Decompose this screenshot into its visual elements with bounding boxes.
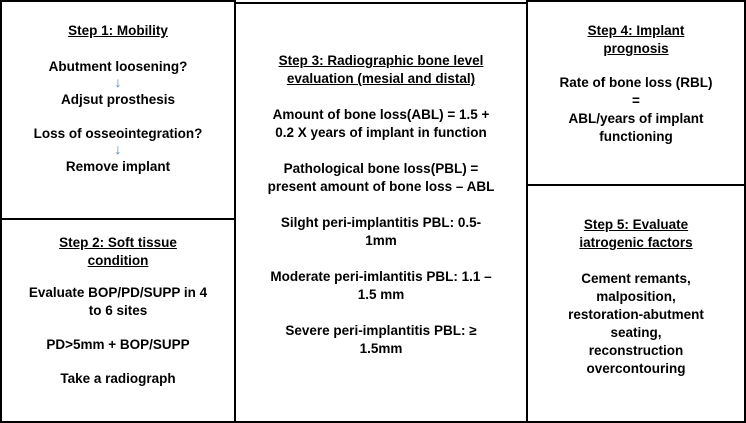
step3-slight-line2: 1mm — [365, 233, 397, 248]
step5-title-line2: iatrogenic factors — [579, 235, 693, 250]
step1-title: Step 1: Mobility — [68, 23, 168, 38]
step3-severe-line2: 1.5mm — [359, 341, 403, 356]
step3-severe-line1: Severe peri-implantitis PBL: ≥ — [285, 323, 477, 338]
step3-abl-line1: Amount of bone loss(ABL) = 1.5 + — [272, 107, 490, 122]
step5-item: Cement remants, — [581, 271, 691, 286]
step4-formula-line2: functioning — [599, 129, 673, 144]
step3-pbl-line2: present amount of bone loss – ABL — [267, 179, 495, 194]
step2-radiograph: Take a radiograph — [60, 371, 176, 386]
step4-formula-line1: ABL/years of implant — [568, 111, 704, 126]
step5-item: malposition, — [596, 289, 676, 304]
step3-pbl-line1: Pathological bone loss(PBL) = — [283, 161, 479, 176]
step1-box — [0, 0, 236, 220]
step2-evaluate-line2: to 6 sites — [88, 303, 148, 318]
step4-title-line2: prognosis — [603, 41, 669, 56]
down-arrow-icon: ↓ — [114, 141, 122, 157]
step3-box — [234, 2, 528, 423]
step5-item: reconstruction — [588, 343, 684, 358]
step1-question-osseointegration: Loss of osseointegration? — [33, 126, 203, 141]
step4-rbl: Rate of bone loss (RBL) — [559, 75, 713, 90]
step3-moderate-line1: Moderate peri-imlantitis PBL: 1.1 – — [270, 269, 492, 284]
step1-question-abutment: Abutment loosening? — [48, 59, 188, 74]
step3-title-line1: Step 3: Radiographic bone level — [278, 53, 484, 68]
step3-title-line2: evaluation (mesial and distal) — [286, 71, 476, 86]
step2-title-line2: condition — [87, 253, 149, 268]
step3-abl-line2: 0.2 X years of implant in function — [275, 125, 487, 140]
step5-title-line1: Step 5: Evaluate — [583, 217, 689, 232]
step5-item: overcontouring — [586, 361, 686, 376]
step3-slight-line1: Silght peri-implantitis PBL: 0.5- — [280, 215, 482, 230]
step2-evaluate-line1: Evaluate BOP/PD/SUPP in 4 — [28, 285, 208, 300]
step2-criteria: PD>5mm + BOP/SUPP — [46, 337, 190, 352]
step4-box — [526, 0, 746, 188]
step4-equals: = — [632, 93, 640, 108]
step2-title-line1: Step 2: Soft tissue — [59, 235, 177, 250]
step1-action-adjust: Adjsut prosthesis — [60, 92, 176, 107]
step5-box — [526, 184, 746, 423]
step1-action-remove: Remove implant — [65, 159, 171, 174]
down-arrow-icon: ↓ — [114, 74, 122, 90]
step4-title-line1: Step 4: Implant — [587, 23, 685, 38]
step3-moderate-line2: 1.5 mm — [357, 287, 405, 302]
step5-item: restoration-abutment — [568, 307, 704, 322]
step5-item: seating, — [610, 325, 662, 340]
step2-box — [0, 218, 236, 423]
